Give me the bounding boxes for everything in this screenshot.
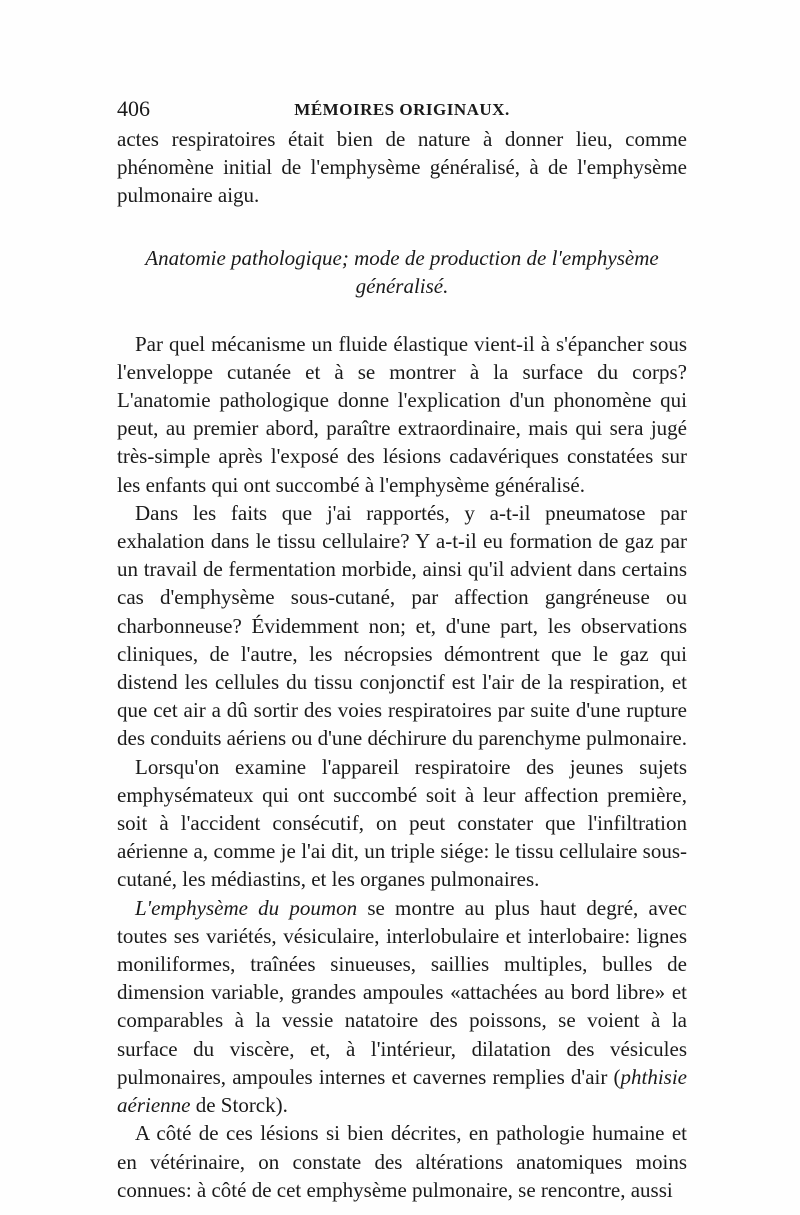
section-heading-line-1: Anatomie pathologique; mode de production de l'emphysème <box>145 245 659 270</box>
section-heading <box>117 244 687 300</box>
italic-term-phthisie-aerienne: phthisie aérienne <box>117 1064 687 1118</box>
paragraph-other-lesions: A côté de ces lésions si bien décrites, en pathologie humaine et en vétérinaire, on constate des altérations anatomiques moins connues: à côté de cet emphysème pulmonaire, se rencontre, aussi <box>117 1121 687 1202</box>
section-heading-line-2: généralisé. <box>355 273 449 298</box>
paragraph-lung-emphysema-text-b: de Storck). <box>190 1093 288 1118</box>
paragraph-examination: Lorsqu'on examine l'appareil respiratoire des jeunes sujets emphysémateux qui ont succombé soit à leur affection première, soit à l'accident consécutif, on peut constater que l'infiltration aérienne a, comme je l'ai dit, un triple siége: le tissu cellulaire sous-cutané, les médiastins, et les organes pulmonaires. <box>117 754 687 892</box>
paragraph-mechanism: Par quel mécanisme un fluide élastique vient-il à s'épancher sous l'enveloppe cutanée et à se montrer à la surface du corps? L'anatomie pathologique donne l'explication d'un phonomène qui peut, au premier abord, paraître extraordinaire, mais qui sera jugé très-simple après l'exposé des lésions cadavériques constatées sur les enfants qui ont succombé à l'emphysème généralisé. <box>117 331 687 497</box>
body-text <box>117 125 687 1204</box>
italic-term-emphyseme-du-poumon: L'emphysème du poumon <box>135 895 358 920</box>
paragraph-facts: Dans les faits que j'ai rapportés, y a-t-il pneumatose par exhalation dans le tissu cellulaire? Y a-t-il eu formation de gaz par un travail de fermentation morbide, ainsi qu'il advient dans certains cas d'emphysème sous-cutané, par affection gangréneuse ou charbonneuse? Évidemment non; et, d'une part, les observations cliniques, de l'autre, les nécropsies démontrent que le gaz qui distend les cellules du tissu conjonctif est l'air de la respiration, et que cet air a dû sortir des voies respiratoires par suite d'une rupture des conduits aériens ou d'une déchirure du parenchyme pulmonaire. <box>117 500 688 751</box>
running-title: MÉMOIRES ORIGINAUX. <box>294 100 510 119</box>
paragraph-continuation: actes respiratoires était bien de nature à donner lieu, comme phénomène initial de l'emphysème généralisé, à de l'emphysème pulmonaire aigu. <box>117 127 687 208</box>
paragraph-lung-emphysema <box>117 894 687 1120</box>
paragraph-lung-emphysema-text-a: se montre au plus haut degré, avec toutes ses variétés, vésiculaire, interlobulaire et interlobaire: lignes moniliformes, traînées sinueuses, saillies multiples, bulles de dimension variable, grandes ampoules «attachées au bord libre» et comparables à la vessie natatoire des poissons, se voient à la surface du viscère, et, à l'intérieur, dilatation des vésicules pulmonaires, ampoules internes et cavernes remplies d'air ( <box>117 895 688 1089</box>
page-number: 406 <box>117 96 150 121</box>
running-head <box>117 96 687 122</box>
